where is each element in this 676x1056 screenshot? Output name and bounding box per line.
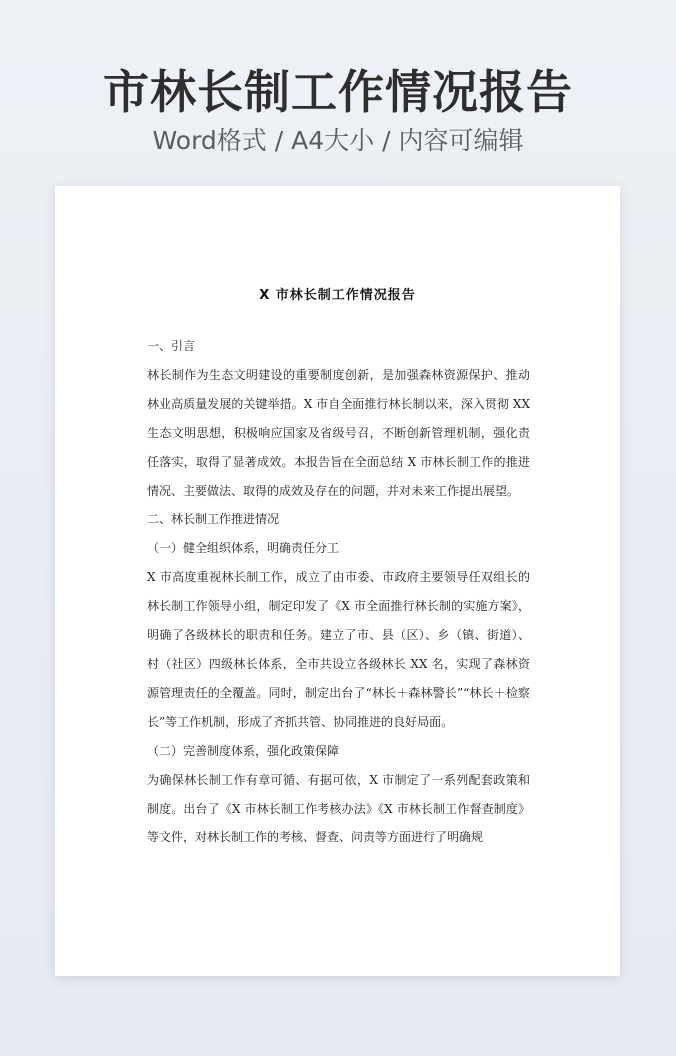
section-heading-progress: 二、林长制工作推进情况 <box>147 512 280 527</box>
subsection-heading-policy: （二）完善制度体系，强化政策保障 <box>147 743 340 758</box>
document-body <box>147 332 530 852</box>
subsection-heading-organization: （一）健全组织体系，明确责任分工 <box>147 541 340 556</box>
page-subtitle: Word格式 / A4大小 / 内容可编辑 <box>152 126 524 155</box>
paragraph-organization: X 市高度重视林长制工作，成立了由市委、市政府主要领导任双组长的林长制工作领导小组，制定印发了《X 市全面推行林长制的实施方案》，明确了各级林长的职责和任务。建立了市、县（区）、乡（镇、街道）、村（社区）四级林长体系，全市共设立各级林长 XX 名，实现了森林资源管理责任的全覆盖。同时，制定出台了“林长＋森林警长”“林长＋检察长”等工作机制，形成了齐抓共管、协同推进的良好局面。 <box>147 570 530 729</box>
document-title: X 市林长制工作情况报告 <box>259 288 416 303</box>
document-page <box>55 186 620 976</box>
paragraph-policy: 为确保林长制工作有章可循、有据可依，X 市制定了一系列配套政策和制度。出台了《X 市林长制工作考核办法》《X 市林长制工作督查制度》等文件，对林长制工作的考核、督查、问责等方面进行了明确规 <box>147 772 530 845</box>
header <box>0 62 676 158</box>
page-title: 市林长制工作情况报告 <box>103 65 573 119</box>
section-heading-intro: 一、引言 <box>147 339 196 353</box>
paragraph-intro: 林长制作为生态文明建设的重要制度创新，是加强森林资源保护、推动林业高质量发展的关键举措。X 市自全面推行林长制以来，深入贯彻 XX 生态文明思想，积极响应国家及省级号召，不断创新管理机制，强化责任落实，取得了显著成效。本报告旨在全面总结 X 市林长制工作的推进情况、主要做法、取得的成效及存在的问题，并对未来工作提出展望。 <box>147 367 530 498</box>
